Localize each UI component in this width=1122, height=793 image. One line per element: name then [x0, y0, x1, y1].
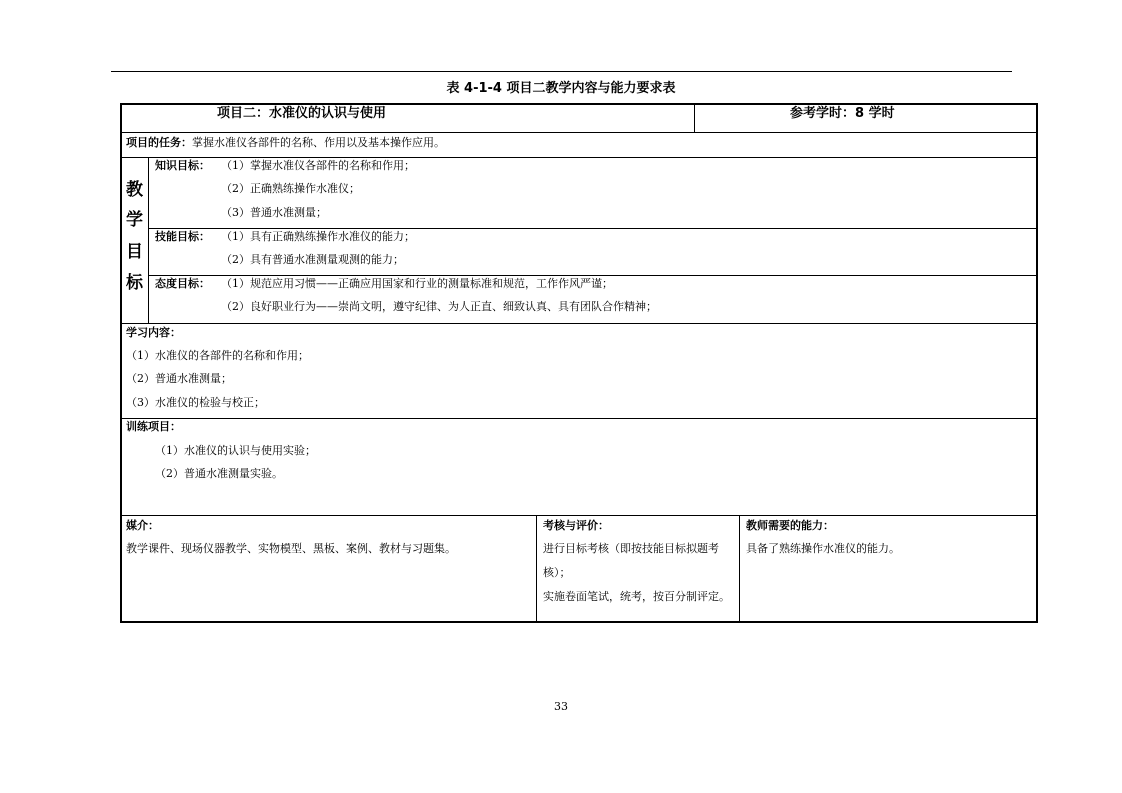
row-divider: [148, 275, 1037, 276]
col-divider: [148, 157, 149, 323]
header-rule: [111, 71, 1012, 72]
objectives-side-char: 教: [126, 180, 143, 200]
training-label: 训练项目：: [126, 420, 181, 433]
project-title: 项目二：水准仪的认识与使用: [217, 106, 387, 121]
task-line: [126, 136, 445, 150]
attitude-item: （1）规范应用习惯——正确应用国家和行业的测量标准和规范，工作作风严谨；: [221, 277, 613, 290]
attitude-item: （2）良好职业行为——崇尚文明，遵守纪律、为人正直、细致认真、具有团队合作精神；: [221, 300, 657, 313]
page-number: 33: [554, 700, 568, 713]
knowledge-label: 知识目标：: [155, 159, 210, 172]
skill-item: （1）具有正确熟练操作水准仪的能力；: [221, 230, 415, 243]
learning-item: （3）水准仪的检验与校正；: [126, 396, 265, 409]
row-divider: [121, 132, 1037, 133]
task-label: 项目的任务：: [126, 136, 192, 149]
learning-item: （1）水准仪的各部件的名称和作用；: [126, 349, 309, 362]
assessment-line: 核）；: [543, 566, 571, 579]
knowledge-item: （1）掌握水准仪各部件的名称和作用；: [221, 159, 415, 172]
col-divider: [694, 104, 695, 132]
assessment-line: 实施卷面笔试，统考，按百分制评定。: [543, 590, 730, 603]
media-label: 媒介：: [126, 519, 159, 532]
knowledge-item: （2）正确熟练操作水准仪；: [221, 182, 360, 195]
learning-item: （2）普通水准测量；: [126, 372, 232, 385]
row-divider: [148, 228, 1037, 229]
objectives-side-char: 标: [126, 273, 143, 293]
assessment-label: 考核与评价：: [543, 519, 609, 532]
task-text: 掌握水准仪各部件的名称、作用以及基本操作应用。: [192, 136, 445, 149]
row-divider: [121, 157, 1037, 158]
knowledge-item: （3）普通水准测量；: [221, 206, 327, 219]
row-divider: [121, 418, 1037, 419]
col-divider: [739, 515, 740, 622]
training-item: （1）水准仪的认识与使用实验；: [155, 444, 316, 457]
attitude-label: 态度目标：: [155, 277, 210, 290]
teacher-text: 具备了熟练操作水准仪的能力。: [746, 542, 900, 555]
teacher-label: 教师需要的能力：: [746, 519, 834, 532]
reference-hours: 参考学时：8 学时: [790, 106, 895, 121]
row-divider: [121, 515, 1037, 516]
skill-item: （2）具有普通水准测量观测的能力；: [221, 253, 404, 266]
row-divider: [121, 323, 1037, 324]
media-text: 教学课件、现场仪器教学、实物模型、黑板、案例、教材与习题集。: [126, 542, 456, 555]
assessment-line: 进行目标考核（即按技能目标拟题考: [543, 542, 719, 555]
col-divider: [536, 515, 537, 622]
table-caption: 表 4-1-4 项目二教学内容与能力要求表: [446, 81, 676, 96]
skill-label: 技能目标：: [155, 230, 210, 243]
objectives-side-char: 目: [126, 242, 143, 262]
training-item: （2）普通水准测量实验。: [155, 467, 283, 480]
objectives-side-char: 学: [126, 210, 143, 230]
learning-label: 学习内容：: [126, 326, 181, 339]
